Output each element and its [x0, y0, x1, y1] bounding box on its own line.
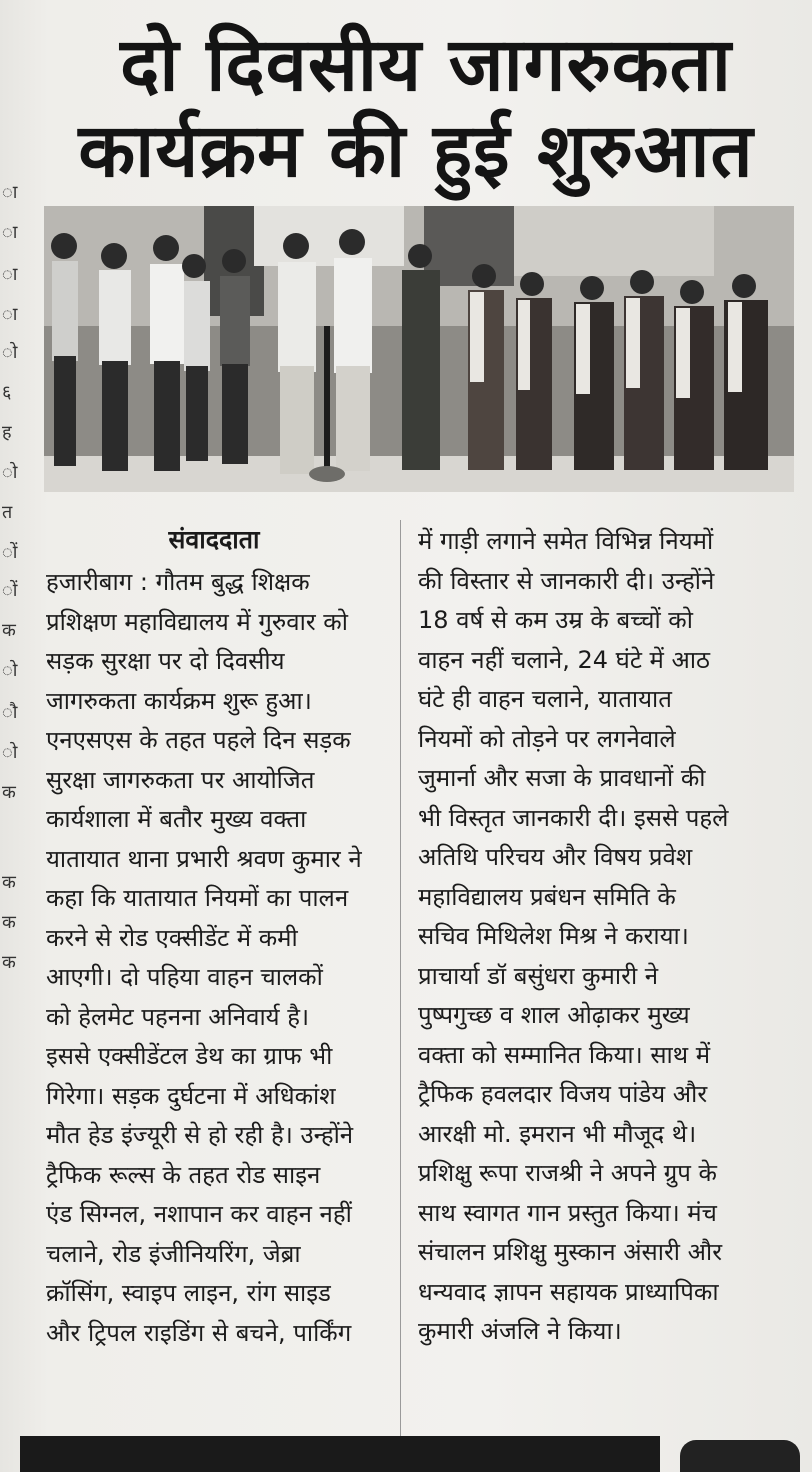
- text-line: इससे एक्सीडेंटल डेथ का ग्राफ भी: [46, 1042, 333, 1070]
- next-headline-bar: [20, 1436, 660, 1472]
- text-line: सचिव मिथिलेश मिश्र ने कराया।: [418, 922, 689, 950]
- text-line: वाहन नहीं चलाने, 24 घंटे में आठ: [418, 645, 710, 674]
- text-line: पुष्पगुच्छ व शाल ओढ़ाकर मुख्य: [418, 1001, 690, 1029]
- text-line: सड़क सुरक्षा पर दो दिवसीय: [46, 647, 285, 675]
- text-line: संचालन प्रशिक्षु मुस्कान अंसारी और: [418, 1238, 723, 1266]
- group-photo: [44, 206, 794, 492]
- text-line: 18 वर्ष से कम उम्र के बच्चों को: [418, 606, 693, 634]
- article-column-1: [46, 563, 382, 1353]
- text-line: ट्रैफिक रूल्स के तहत रोड साइन: [46, 1160, 321, 1189]
- text-line: करने से रोड एक्सीडेंट में कमी: [46, 923, 298, 952]
- text-line: महाविद्यालय प्रबंधन समिति के: [418, 882, 676, 911]
- text-line: में गाड़ी लगाने समेत विभिन्न नियमों: [418, 527, 714, 555]
- text-line: हजारीबाग : गौतम बुद्ध शिक्षक: [46, 568, 310, 596]
- text-line: कार्यशाला में बतौर मुख्य वक्ता: [46, 805, 307, 833]
- text-line: प्रशिक्षण महाविद्यालय में गुरुवार को: [46, 607, 348, 636]
- text-line: नियमों को तोड़ने पर लगनेवाले: [418, 724, 676, 753]
- text-line: जुमार्ना और सजा के प्रावधानों की: [418, 764, 706, 792]
- text-line: और ट्रिपल राइडिंग से बचने, पार्किंग: [46, 1318, 352, 1347]
- next-headline-fragment: [680, 1440, 800, 1472]
- text-line: चलाने, रोड इंजीनियरिंग, जेब्रा: [46, 1239, 301, 1268]
- text-line: कहा कि यातायात नियमों का पालन: [46, 884, 349, 912]
- text-line: कुमारी अंजलि ने किया।: [418, 1317, 622, 1345]
- text-line: एंड सिग्नल, नशापान कर वाहन नहीं: [46, 1200, 352, 1228]
- text-line: साथ स्वागत गान प्रस्तुत किया। मंच: [418, 1198, 717, 1227]
- text-line: अतिथि परिचय और विषय प्रवेश: [418, 843, 693, 871]
- text-line: को हेलमेट पहनना अनिवार्य है।: [46, 1002, 310, 1031]
- text-line: प्राचार्या डॉ बसुंधरा कुमारी ने: [418, 961, 659, 990]
- text-line: घंटे ही वाहन चलाने, यातायात: [418, 685, 672, 713]
- text-line: क्रॉसिंग, स्वाइप लाइन, रांग साइड: [46, 1279, 331, 1307]
- text-line: सुरक्षा जागरुकता पर आयोजित: [46, 765, 315, 794]
- headline-line-1: दो दिवसीय जागरुकता: [120, 22, 732, 108]
- text-line: आरक्षी मो. इमरान भी मौजूद थे।: [418, 1119, 697, 1148]
- text-line: धन्यवाद ज्ञापन सहायक प्राध्यापिका: [418, 1277, 719, 1306]
- column-divider: [400, 520, 401, 1440]
- text-line: की विस्तार से जानकारी दी। उन्होंने: [418, 566, 715, 595]
- text-line: प्रशिक्षु रूपा राजश्री ने अपने ग्रुप के: [418, 1159, 717, 1187]
- text-line: जागरुकता कार्यक्रम शुरू हुआ।: [46, 686, 312, 715]
- adjacent-column-edge: ा ा ा ा ो ६ ह ो त ों ों क ो ौ ो क क क क: [2, 182, 18, 973]
- text-line: मौत हेड इंज्यूरी से हो रही है। उन्होंने: [46, 1121, 354, 1149]
- text-line: गिरेगा। सड़क दुर्घटना में अधिकांश: [46, 1081, 336, 1110]
- text-line: वक्ता को सम्मानित किया। साथ में: [418, 1040, 711, 1069]
- text-line: ट्रैफिक हवलदार विजय पांडेय और: [418, 1080, 708, 1108]
- article-byline: संवाददाता: [168, 525, 260, 554]
- text-line: यातायात थाना प्रभारी श्रवण कुमार ने: [46, 844, 362, 873]
- text-line: आएगी। दो पहिया वाहन चालकों: [46, 963, 323, 991]
- article-column-2: [418, 522, 800, 1352]
- headline-line-2: कार्यक्रम की हुई शुरुआत: [78, 108, 754, 194]
- text-line: एनएसएस के तहत पहले दिन सड़क: [46, 726, 351, 754]
- text-line: भी विस्तृत जानकारी दी। इससे पहले: [418, 803, 729, 832]
